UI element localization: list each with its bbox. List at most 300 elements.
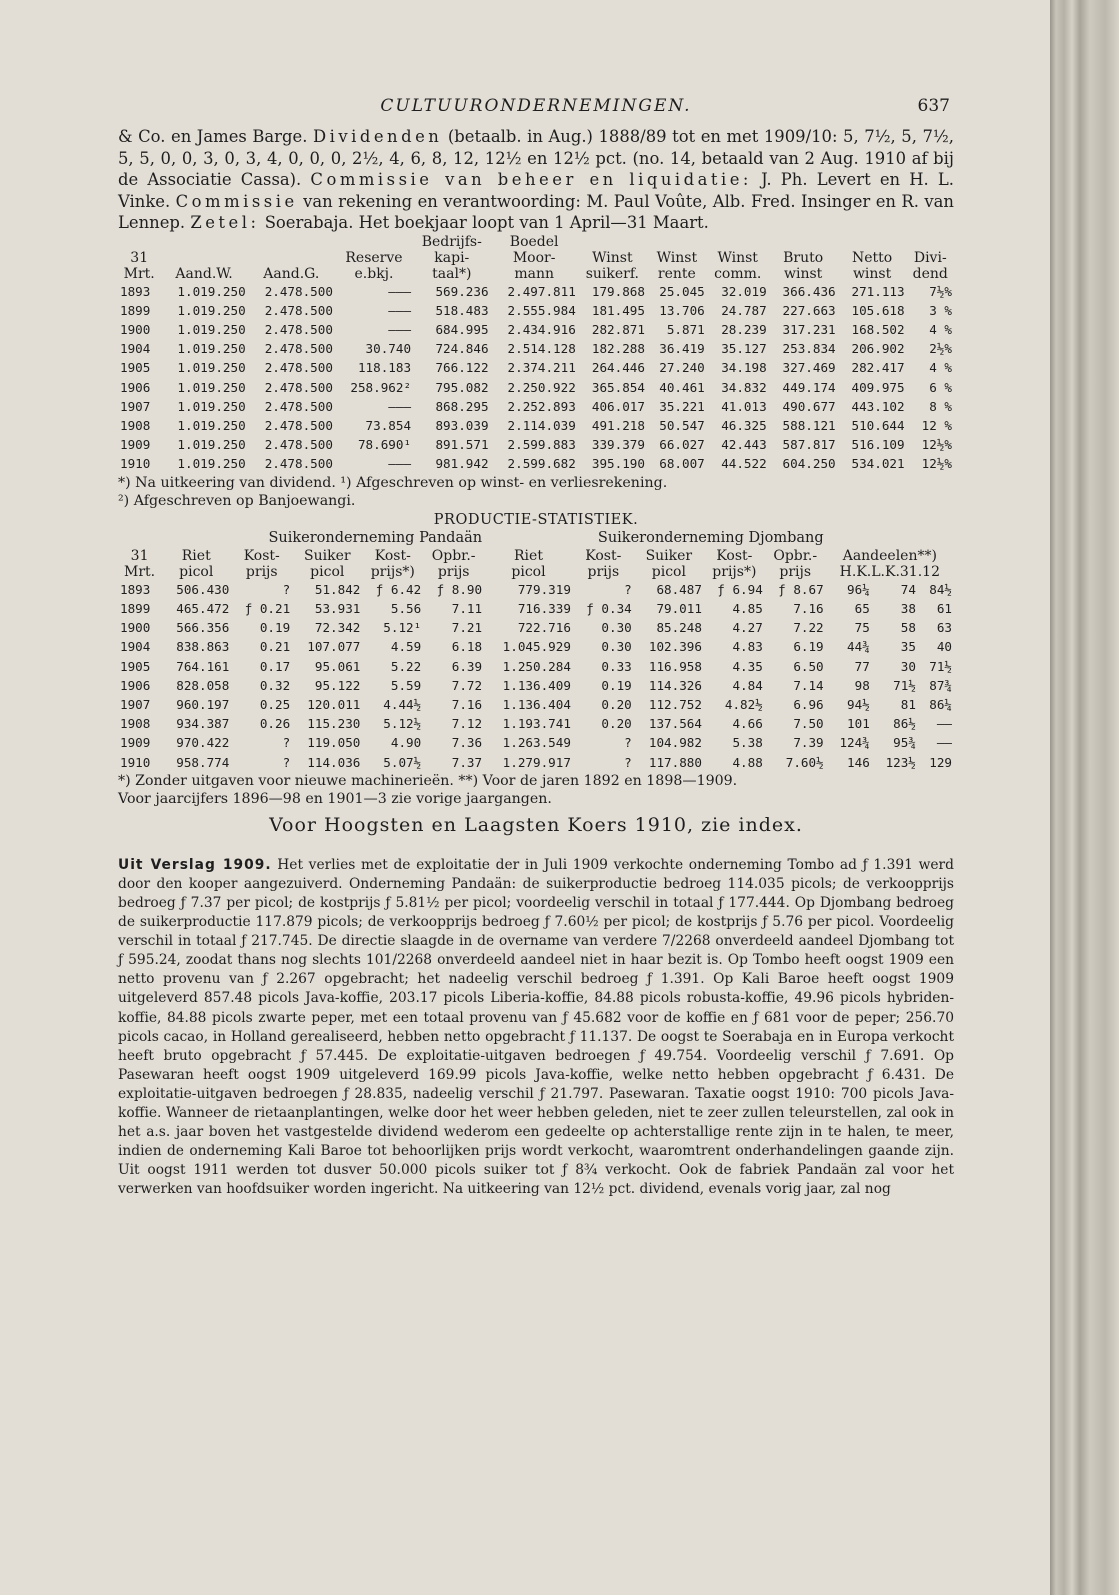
production-row-cell: 77 [854, 658, 870, 674]
balance-row-cell: 1.019.250 [177, 283, 246, 299]
production-header-row [118, 564, 954, 580]
balance-header-row-cell: rente [657, 265, 696, 282]
production-row-cell: 1907 [120, 696, 151, 712]
production-row-cell: 86½ [893, 716, 916, 732]
production-header-cell: Kost- [374, 547, 411, 564]
production-row-cell: 1906 [120, 677, 151, 693]
balance-row-cell: 78.690¹ [357, 437, 412, 453]
balance-row [118, 358, 954, 377]
report-lead: Uit Verslag 1909. [118, 856, 272, 873]
production-row-cell: ƒ 0.21 [244, 600, 291, 616]
production-row-cell: ƒ 8.90 [436, 581, 483, 597]
production-row-cell: 72.342 [314, 620, 361, 636]
balance-row-cell: 3 % [929, 302, 952, 318]
balance-header-row-cell [707, 234, 769, 250]
production-row-cell: 120.011 [307, 696, 361, 712]
balance-row-cell: 27.240 [659, 360, 705, 376]
production-row-cell: 838.863 [176, 639, 230, 655]
production-row-cell: 98 [854, 677, 870, 693]
balance-header-row-cell: dend [912, 265, 948, 282]
production-row-cell: 114.326 [648, 677, 702, 693]
balance-row-cell: 2.478.500 [264, 456, 333, 472]
production-row-cell: 5.59 [390, 677, 422, 693]
production-row-cell: 4.84 [732, 677, 763, 693]
production-row-cell: 4.90 [390, 735, 422, 751]
production-row-cell: 6.39 [451, 658, 483, 674]
production-row-cell: ƒ 6.42 [375, 581, 422, 597]
production-row [118, 695, 954, 714]
balance-header-row-cell: Bruto [783, 249, 824, 266]
balance-row-cell: 1.019.250 [177, 360, 246, 376]
production-row-cell: 7.50 [793, 716, 824, 732]
production-header-cell: prijs [245, 563, 278, 580]
balance-header-row-cell: Moor- [512, 249, 556, 266]
balance-row-cell: 36.419 [659, 341, 705, 357]
production-row-cell: 68.487 [656, 581, 702, 597]
balance-header-row [118, 234, 954, 250]
production-row-cell: 86¼ [929, 696, 952, 712]
production-header-cell: prijs [437, 563, 470, 580]
production-header-cell: picol [179, 563, 214, 580]
production-note-2: Voor jaarcijfers 1896—98 en 1901—3 zie vorige jaargangen. [118, 790, 552, 807]
intro-text-3: J. Ph. Levert en H. L. Vinke. [118, 170, 954, 211]
production-row-cell: 566.356 [176, 620, 230, 636]
balance-header-row-cell [647, 234, 707, 250]
balance-row-cell: 2.478.500 [264, 302, 333, 318]
production-row-cell: 0.25 [259, 696, 291, 712]
production-row-cell: 74 [900, 581, 916, 597]
balance-row-cell: 2.434.916 [507, 321, 576, 337]
production-row-cell: 1.045.929 [502, 639, 571, 655]
production-header-cell: Kost- [585, 547, 622, 564]
production-row-cell: 0.33 [601, 658, 632, 674]
balance-header-row-cell: winst [784, 265, 823, 282]
production-row-cell: 94½ [847, 696, 870, 712]
production-row-cell: 129 [929, 754, 952, 770]
production-row-cell: 4.83 [732, 639, 763, 655]
balance-row-cell: 518.483 [435, 302, 489, 318]
balance-row-cell: 2.478.500 [264, 379, 333, 395]
production-row-cell: 6.50 [793, 658, 824, 674]
production-row-cell: 38 [900, 600, 916, 616]
production-row-cell: 1.279.917 [502, 754, 571, 770]
production-row-cell: 95¾ [893, 735, 916, 751]
balance-row-cell: 1909 [120, 437, 151, 453]
production-row-cell: 6.96 [793, 696, 824, 712]
production-row-cell: 5.22 [390, 658, 422, 674]
balance-row-cell: 66.027 [659, 437, 705, 453]
production-row-cell: 51.842 [314, 581, 361, 597]
production-row-cell: 1.263.549 [502, 735, 571, 751]
production-row-cell: 7.39 [793, 735, 824, 751]
balance-header-row-cell: Aand.W. [175, 265, 233, 282]
commissie-beheer-label: Commissie van beheer en liquidatie: [310, 170, 752, 189]
balance-row-cell: 12½% [921, 437, 952, 453]
production-row-cell: 79.011 [656, 600, 702, 616]
balance-row-cell: 12½% [921, 456, 952, 472]
production-row-cell: 0.19 [259, 620, 291, 636]
production-row-cell: 58 [900, 620, 916, 636]
balance-row-cell: 366.436 [782, 283, 836, 299]
page-header [118, 92, 954, 126]
balance-row [118, 339, 954, 358]
balance-row-cell: 227.663 [782, 302, 836, 318]
balance-row-cell: 2.514.128 [507, 341, 576, 357]
page-content [118, 92, 954, 1199]
production-row-cell: 6.19 [793, 639, 824, 655]
production-header-cell: 31 [130, 547, 149, 564]
production-row-cell: 81 [900, 696, 916, 712]
production-row-cell: 0.19 [601, 677, 632, 693]
production-group-row [118, 529, 954, 548]
production-row-cell: 35 [900, 639, 916, 655]
balance-row-cell: 2.478.500 [264, 283, 333, 299]
production-row-cell: 1893 [120, 581, 151, 597]
balance-row-cell: 118.183 [357, 360, 412, 376]
production-row-cell: 0.20 [601, 716, 632, 732]
balance-header-row-cell [248, 234, 335, 250]
production-row-cell: 7.72 [451, 677, 483, 693]
balance-row-cell: 41.013 [721, 398, 767, 414]
production-row-cell: 114.036 [307, 754, 361, 770]
production-row-cell: 4.82½ [724, 696, 763, 712]
production-row-cell: ƒ 6.94 [717, 581, 763, 597]
production-row [118, 599, 954, 618]
balance-row-cell: 168.502 [851, 321, 905, 337]
production-row-cell: —— [936, 735, 952, 751]
balance-row-cell: 449.174 [782, 379, 836, 395]
balance-row-cell: 1.019.250 [177, 302, 246, 318]
production-row-cell: 1.193.741 [502, 716, 571, 732]
balance-row-cell: 1899 [120, 302, 151, 318]
balance-row-cell: 684.995 [435, 321, 489, 337]
annual-report [118, 856, 954, 1200]
production-row-cell: 117.880 [648, 754, 702, 770]
balance-row-cell: 1905 [120, 360, 151, 376]
balance-row-cell: 44.522 [721, 456, 767, 472]
production-row-cell: 53.931 [314, 600, 361, 616]
production-row-cell: 5.12½ [383, 716, 422, 732]
production-row-cell: 84½ [929, 581, 952, 597]
balance-header-row-cell [578, 234, 647, 250]
balance-row-cell: 2.478.500 [264, 360, 333, 376]
balance-row-cell: 1.019.250 [177, 379, 246, 395]
balance-row-cell: 1.019.250 [177, 398, 246, 414]
production-row-cell: ? [282, 735, 291, 751]
production-row-cell: 7.11 [451, 600, 483, 616]
dividenden-label: Dividenden [312, 127, 443, 146]
balance-row-cell: 1.019.250 [177, 456, 246, 472]
balance-row-cell: 2.478.500 [264, 341, 333, 357]
balance-row-cell: 795.082 [435, 379, 489, 395]
balance-row-cell: 1907 [120, 398, 151, 414]
production-row-cell: 1904 [120, 639, 151, 655]
production-row-cell: 87¾ [929, 677, 952, 693]
production-header-row [118, 548, 954, 564]
production-row-cell: 0.17 [259, 658, 291, 674]
index-reference [118, 814, 954, 836]
production-row-cell: 7.16 [793, 600, 824, 616]
balance-header-row [118, 250, 954, 266]
production-row-cell: 506.430 [176, 581, 230, 597]
production-title: PRODUCTIE-STATISTIEK. [433, 511, 639, 528]
production-row [118, 733, 954, 752]
balance-row-cell: 981.942 [435, 456, 489, 472]
production-row-cell: 30 [900, 658, 916, 674]
production-row-cell: 960.197 [176, 696, 230, 712]
production-row-cell: 1910 [120, 754, 151, 770]
balance-row [118, 320, 954, 339]
production-header-cell: Suiker [645, 547, 693, 564]
production-row-cell: 970.422 [176, 735, 230, 751]
production-header-cell: prijs [779, 563, 812, 580]
production-row-cell: 828.058 [176, 677, 230, 693]
commissie-rekening-label: Commissie [175, 191, 298, 211]
zetel-label: Zetel: [190, 213, 260, 232]
balance-row-cell: 395.190 [591, 456, 645, 472]
production-header-cell: prijs*) [370, 563, 415, 580]
production-row-cell: 722.716 [517, 620, 571, 636]
production-row-cell: ? [282, 754, 291, 770]
balance-row-cell: 4 % [929, 321, 952, 337]
balance-row-cell: 12 % [921, 417, 952, 433]
production-row-cell: 71½ [893, 677, 916, 693]
production-table [118, 529, 954, 772]
balance-row-cell: 32.019 [721, 283, 767, 299]
balance-table [118, 234, 954, 474]
balance-row-cell: ——— [388, 456, 412, 472]
balance-row-cell: 13.706 [659, 302, 705, 318]
balance-header-row-cell: Aand.G. [263, 265, 320, 282]
balance-row-cell: 2.555.984 [507, 302, 576, 318]
balance-header-row-cell: suikerf. [585, 265, 640, 282]
balance-row-cell: 588.121 [782, 417, 836, 433]
production-row-cell: 44¾ [847, 639, 870, 655]
balance-row [118, 378, 954, 397]
production-row-cell: 1.250.284 [502, 658, 571, 674]
balance-row-cell: 1893 [120, 283, 151, 299]
balance-note-1: *) Na uitkeering van dividend. ¹) Afgeschreven op winst- en verliesrekening. [118, 474, 668, 491]
production-header-cell: picol [651, 563, 686, 580]
balance-row [118, 301, 954, 320]
balance-header-row-cell: comm. [714, 265, 762, 282]
production-header-cell: prijs [587, 563, 620, 580]
production-row-cell: 7.36 [451, 735, 483, 751]
balance-row-cell: 253.834 [782, 341, 836, 357]
balance-row-cell: 282.417 [851, 360, 905, 376]
balance-header-row-cell: Divi- [913, 249, 947, 266]
balance-row-cell: 490.677 [782, 398, 836, 414]
balance-row-cell: 724.846 [435, 341, 489, 357]
balance-row-cell: 179.868 [591, 283, 645, 299]
balance-row-cell: 587.817 [782, 437, 836, 453]
production-row-cell: 75 [854, 620, 870, 636]
production-row-cell: 5.07½ [383, 754, 422, 770]
intro-text-1: & Co. en James Barge. [118, 127, 308, 146]
production-row-cell: 40 [936, 639, 952, 655]
balance-header-row-cell: Boedel [509, 233, 559, 250]
balance-header-row-cell [160, 234, 247, 250]
balance-row-cell: ——— [388, 302, 412, 318]
production-row-cell: 61 [936, 600, 952, 616]
balance-row-cell: 1.019.250 [177, 321, 246, 337]
production-row-cell: ? [624, 581, 632, 597]
balance-row-cell: 1.019.250 [177, 437, 246, 453]
production-row-cell: 1.136.404 [502, 696, 571, 712]
balance-row-cell: 271.113 [851, 283, 905, 299]
production-header-cell: picol [511, 563, 546, 580]
balance-header-row-cell: taal*) [432, 265, 472, 282]
production-row [118, 637, 954, 656]
production-row [118, 657, 954, 676]
balance-row-cell: 339.379 [591, 437, 645, 453]
balance-note-2: ²) Afgeschreven op Banjoewangi. [118, 492, 356, 509]
balance-row-cell: 1.019.250 [177, 341, 246, 357]
balance-row-cell: 4 % [929, 360, 952, 376]
balance-header-row-cell: kapi- [434, 249, 470, 266]
production-row-cell: 124¾ [839, 735, 870, 751]
production-row-cell: 71½ [929, 658, 952, 674]
balance-header-row-cell: Netto [851, 249, 893, 266]
balance-row-cell: 264.446 [591, 360, 645, 376]
production-header-cell: Opbr.- [431, 547, 476, 564]
production-row-cell: 116.958 [648, 658, 702, 674]
balance-header-row-cell: winst [852, 265, 892, 282]
production-row-cell: 7.60½ [785, 754, 824, 770]
balance-row-cell: 1.019.250 [177, 417, 246, 433]
balance-header-row-cell: Winst [717, 249, 758, 266]
balance-row-cell: 516.109 [851, 437, 905, 453]
production-row-cell: 107.077 [307, 639, 361, 655]
balance-row-cell: 2.599.883 [507, 437, 576, 453]
balance-row-cell: 206.902 [851, 341, 905, 357]
balance-row [118, 454, 954, 473]
balance-row-cell: 105.618 [851, 302, 905, 318]
production-row-cell: 1905 [120, 658, 151, 674]
balance-row-cell: 50.547 [659, 417, 705, 433]
production-header-cell: Aandeelen**) [842, 547, 937, 564]
balance-header-row [118, 266, 954, 282]
balance-row-cell: 2½% [929, 341, 952, 357]
production-header-cell: Suiker [304, 547, 351, 564]
balance-row [118, 282, 954, 301]
production-header-cell: Kost- [716, 547, 753, 564]
production-row-cell: 4.35 [732, 658, 763, 674]
production-header-cell: prijs*) [712, 563, 757, 580]
production-row-cell: 1.136.409 [502, 677, 571, 693]
production-row-cell: 7.22 [793, 620, 824, 636]
balance-row-cell: 2.250.922 [507, 379, 576, 395]
balance-header-row-cell [248, 250, 335, 266]
balance-header-row-cell: Mrt. [123, 265, 155, 282]
balance-row-cell: ——— [388, 283, 412, 299]
production-row-cell: 0.20 [601, 696, 632, 712]
production-header-cell: Kost- [243, 547, 280, 564]
production-row-cell: 102.396 [648, 639, 702, 655]
balance-row-cell: 893.039 [435, 417, 489, 433]
production-row-cell: 7.21 [451, 620, 483, 636]
production-row-cell: 1909 [120, 735, 151, 751]
production-row-cell: ? [624, 735, 632, 751]
balance-row-cell: 2.478.500 [264, 398, 333, 414]
production-row-cell: 716.339 [517, 600, 571, 616]
balance-row-cell: ——— [388, 321, 412, 337]
production-row-cell: 7.12 [451, 716, 483, 732]
production-row-cell: ƒ 8.67 [778, 581, 824, 597]
production-row-cell: 96¼ [847, 581, 870, 597]
production-header-cell: picol [310, 563, 345, 580]
balance-row-cell: 2.478.500 [264, 417, 333, 433]
production-row-cell: 7.16 [451, 696, 483, 712]
production-row-cell: 115.230 [307, 716, 361, 732]
index-reference-text: Voor Hoogsten en Laagsten Koers 1910, zie index. [269, 813, 803, 836]
production-row-cell: 0.30 [601, 620, 632, 636]
balance-row-cell: 7½% [929, 283, 952, 299]
balance-row-cell: ——— [388, 398, 412, 414]
production-header-cell: Riet [181, 547, 211, 564]
production-row-cell: 958.774 [176, 754, 230, 770]
production-row-cell: 0.21 [259, 639, 291, 655]
balance-row-cell: 34.198 [721, 360, 767, 376]
balance-header-row-cell [769, 234, 838, 250]
company-intro [118, 126, 954, 234]
production-row [118, 580, 954, 599]
balance-row-cell: 35.221 [659, 398, 705, 414]
production-row-cell: 4.44½ [383, 696, 422, 712]
balance-row-cell: 2.252.893 [507, 398, 576, 414]
balance-row-cell: 569.236 [435, 283, 489, 299]
balance-row-cell: 28.239 [721, 321, 767, 337]
balance-row-cell: 282.871 [591, 321, 645, 337]
balance-header-row-cell: e.bkj. [354, 265, 394, 282]
production-row-cell: 101 [847, 716, 870, 732]
production-row-cell: 0.26 [259, 716, 291, 732]
balance-header-row-cell [118, 234, 160, 250]
production-row-cell: 5.38 [732, 735, 763, 751]
balance-header-row-cell: mann [514, 265, 554, 282]
balance-row-cell: 2.497.811 [507, 283, 576, 299]
production-row-cell: 4.27 [732, 620, 763, 636]
production-row-cell: 7.37 [451, 754, 483, 770]
page-number: 637 [917, 96, 950, 116]
production-row-cell: 764.161 [176, 658, 230, 674]
balance-row-cell: 46.325 [721, 417, 767, 433]
production-row [118, 714, 954, 733]
production-row-cell: 4.66 [732, 716, 763, 732]
balance-header-row-cell: Winst [592, 249, 633, 266]
balance-header-row-cell: 31 [130, 249, 149, 266]
production-row-cell: ? [282, 581, 291, 597]
production-row-cell: ƒ 0.34 [586, 600, 632, 616]
production-row-cell: 0.30 [601, 639, 632, 655]
balance-row-cell: 409.975 [851, 379, 905, 395]
balance-header-row-cell [907, 234, 954, 250]
production-row-cell: 5.12¹ [383, 620, 422, 636]
intro-text-2: (betaalb. in Aug.) 1888/89 tot en met 1909/10: 5, 7½, 5, 7½, 5, 5, 0, 0, 3, 0, 3, 4, 0, 0, 0, 2½, 4, 6, 8, 12, 12½ en 12½ pct. (no. 14, betaald van 2 Aug. 1910 af bij de Associatie Cassa). [118, 127, 954, 189]
running-title: CULTUURONDERNEMINGEN. [380, 96, 692, 116]
production-header-cell: Riet [514, 547, 543, 564]
production-row-cell: 4.85 [732, 600, 763, 616]
production-row-cell: 63 [936, 620, 952, 636]
balance-row-cell: 2.478.500 [264, 321, 333, 337]
production-row-cell: 123½ [885, 754, 916, 770]
balance-row-cell: 891.571 [435, 437, 489, 453]
balance-row-cell: 1900 [120, 321, 151, 337]
balance-row-cell: 42.443 [721, 437, 767, 453]
production-row-cell: 465.472 [176, 600, 230, 616]
balance-row-cell: 2.114.039 [507, 417, 576, 433]
balance-row-cell: 406.017 [591, 398, 645, 414]
